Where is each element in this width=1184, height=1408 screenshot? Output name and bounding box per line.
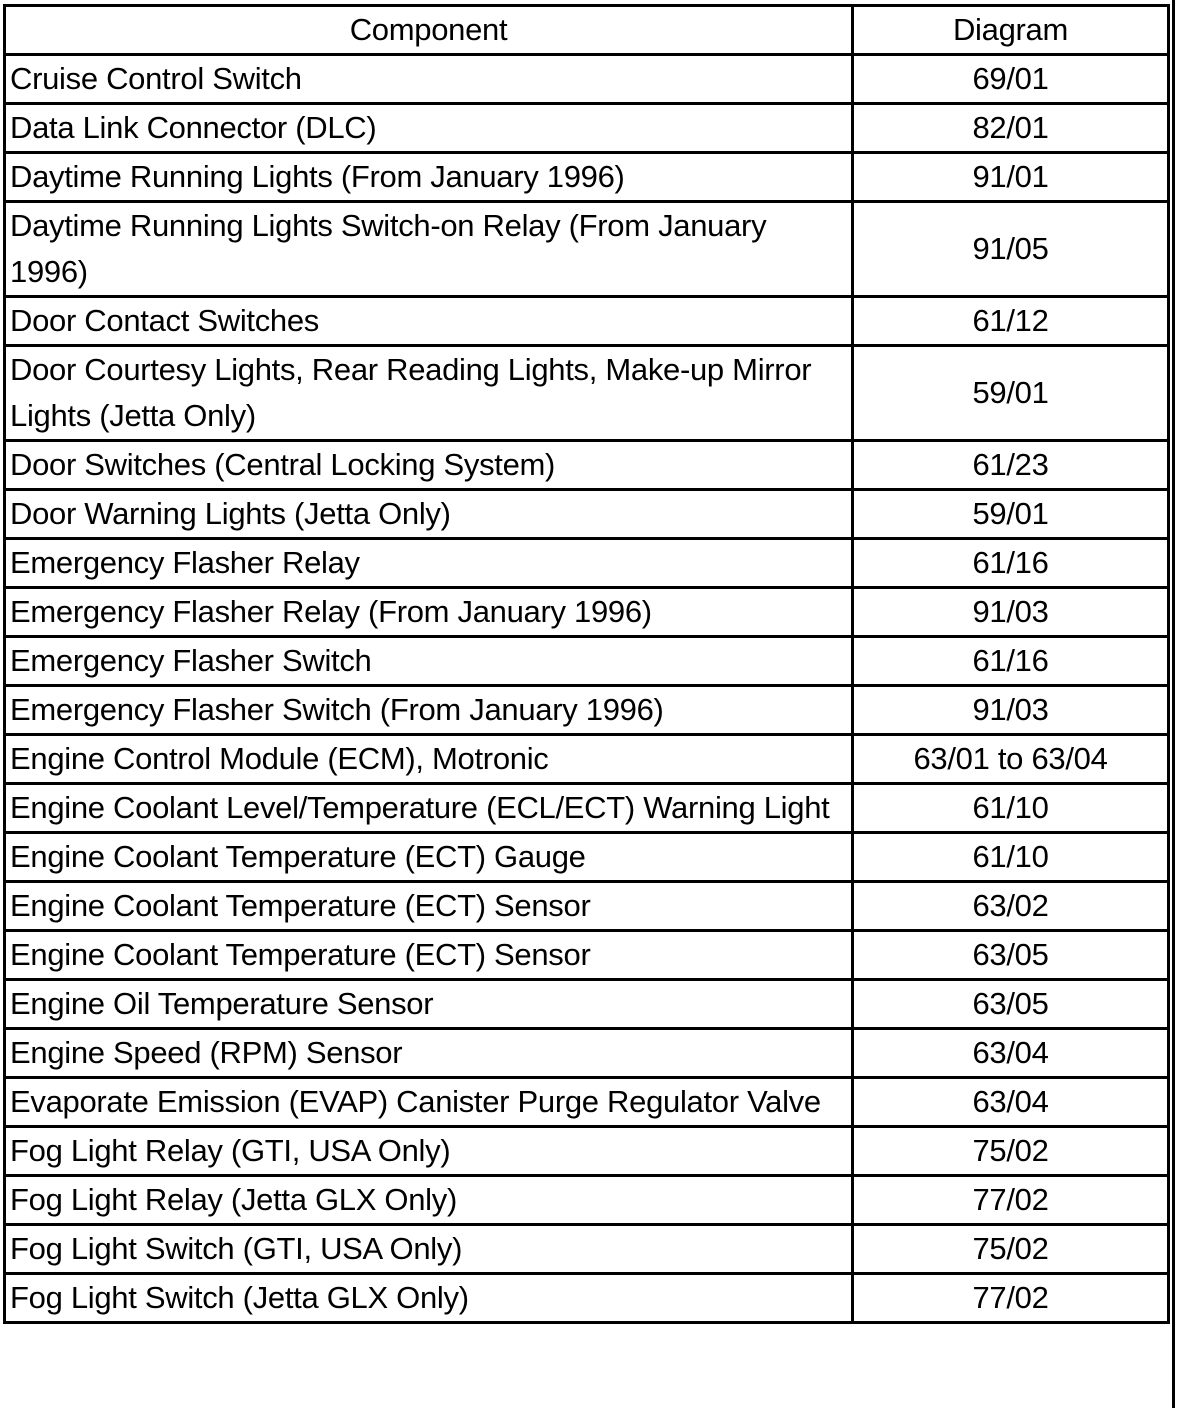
table-header: [5, 6, 1169, 55]
diagram-cell: 75/02: [853, 1225, 1169, 1274]
right-edge-rule: [1172, 0, 1175, 1408]
component-cell: Emergency Flasher Relay (From January 1996): [5, 588, 853, 637]
diagram-cell: 61/10: [853, 833, 1169, 882]
component-cell: Fog Light Switch (Jetta GLX Only): [5, 1274, 853, 1323]
table-row: [5, 882, 1169, 931]
diagram-cell: 75/02: [853, 1127, 1169, 1176]
diagram-cell: 69/01: [853, 55, 1169, 104]
component-cell: Emergency Flasher Switch (From January 1996): [5, 686, 853, 735]
table-row: [5, 104, 1169, 153]
diagram-cell: 61/12: [853, 297, 1169, 346]
component-cell: Engine Coolant Temperature (ECT) Sensor: [5, 882, 853, 931]
diagram-cell: 82/01: [853, 104, 1169, 153]
column-header-component: Component: [5, 6, 853, 55]
column-header-diagram: Diagram: [853, 6, 1169, 55]
diagram-cell: 91/05: [853, 202, 1169, 297]
table-row: [5, 346, 1169, 441]
component-cell: Data Link Connector (DLC): [5, 104, 853, 153]
component-cell: Daytime Running Lights (From January 1996): [5, 153, 853, 202]
component-cell: Evaporate Emission (EVAP) Canister Purge Regulator Valve: [5, 1078, 853, 1127]
component-cell: Emergency Flasher Relay: [5, 539, 853, 588]
component-cell: Engine Oil Temperature Sensor: [5, 980, 853, 1029]
table-row: [5, 833, 1169, 882]
table-row: [5, 1127, 1169, 1176]
component-cell: Engine Control Module (ECM), Motronic: [5, 735, 853, 784]
component-cell: Fog Light Switch (GTI, USA Only): [5, 1225, 853, 1274]
diagram-cell: 91/03: [853, 686, 1169, 735]
component-cell: Daytime Running Lights Switch-on Relay (From January 1996): [5, 202, 853, 297]
diagram-cell: 61/23: [853, 441, 1169, 490]
diagram-cell: 61/16: [853, 637, 1169, 686]
table-row: [5, 1029, 1169, 1078]
component-cell: Fog Light Relay (GTI, USA Only): [5, 1127, 853, 1176]
table-row: [5, 686, 1169, 735]
table-row: [5, 441, 1169, 490]
diagram-cell: 59/01: [853, 490, 1169, 539]
component-cell: Engine Coolant Level/Temperature (ECL/ECT) Warning Light: [5, 784, 853, 833]
header-row: [5, 6, 1169, 55]
component-cell: Cruise Control Switch: [5, 55, 853, 104]
diagram-cell: 91/01: [853, 153, 1169, 202]
table-row: [5, 980, 1169, 1029]
diagram-cell: 63/05: [853, 931, 1169, 980]
table-row: [5, 1176, 1169, 1225]
diagram-cell: 77/02: [853, 1176, 1169, 1225]
component-cell: Emergency Flasher Switch: [5, 637, 853, 686]
component-cell: Door Courtesy Lights, Rear Reading Lights, Make-up Mirror Lights (Jetta Only): [5, 346, 853, 441]
table-row: [5, 539, 1169, 588]
table-row: [5, 784, 1169, 833]
diagram-cell: 61/10: [853, 784, 1169, 833]
diagram-cell: 63/02: [853, 882, 1169, 931]
table-row: [5, 1078, 1169, 1127]
component-cell: Door Switches (Central Locking System): [5, 441, 853, 490]
table-row: [5, 637, 1169, 686]
table-row: [5, 55, 1169, 104]
component-cell: Engine Coolant Temperature (ECT) Sensor: [5, 931, 853, 980]
diagram-cell: 77/02: [853, 1274, 1169, 1323]
component-cell: Engine Speed (RPM) Sensor: [5, 1029, 853, 1078]
component-cell: Door Contact Switches: [5, 297, 853, 346]
table-row: [5, 153, 1169, 202]
diagram-cell: 63/04: [853, 1078, 1169, 1127]
table-row: [5, 588, 1169, 637]
table-row: [5, 931, 1169, 980]
table-row: [5, 490, 1169, 539]
component-diagram-table: [3, 4, 1170, 1324]
table-row: [5, 202, 1169, 297]
diagram-cell: 63/05: [853, 980, 1169, 1029]
table-row: [5, 1274, 1169, 1323]
diagram-cell: 61/16: [853, 539, 1169, 588]
component-cell: Fog Light Relay (Jetta GLX Only): [5, 1176, 853, 1225]
diagram-cell: 59/01: [853, 346, 1169, 441]
diagram-cell: 91/03: [853, 588, 1169, 637]
table-row: [5, 735, 1169, 784]
diagram-cell: 63/01 to 63/04: [853, 735, 1169, 784]
diagram-cell: 63/04: [853, 1029, 1169, 1078]
table-row: [5, 1225, 1169, 1274]
table-row: [5, 297, 1169, 346]
table-body: [5, 55, 1169, 1323]
component-cell: Engine Coolant Temperature (ECT) Gauge: [5, 833, 853, 882]
component-cell: Door Warning Lights (Jetta Only): [5, 490, 853, 539]
